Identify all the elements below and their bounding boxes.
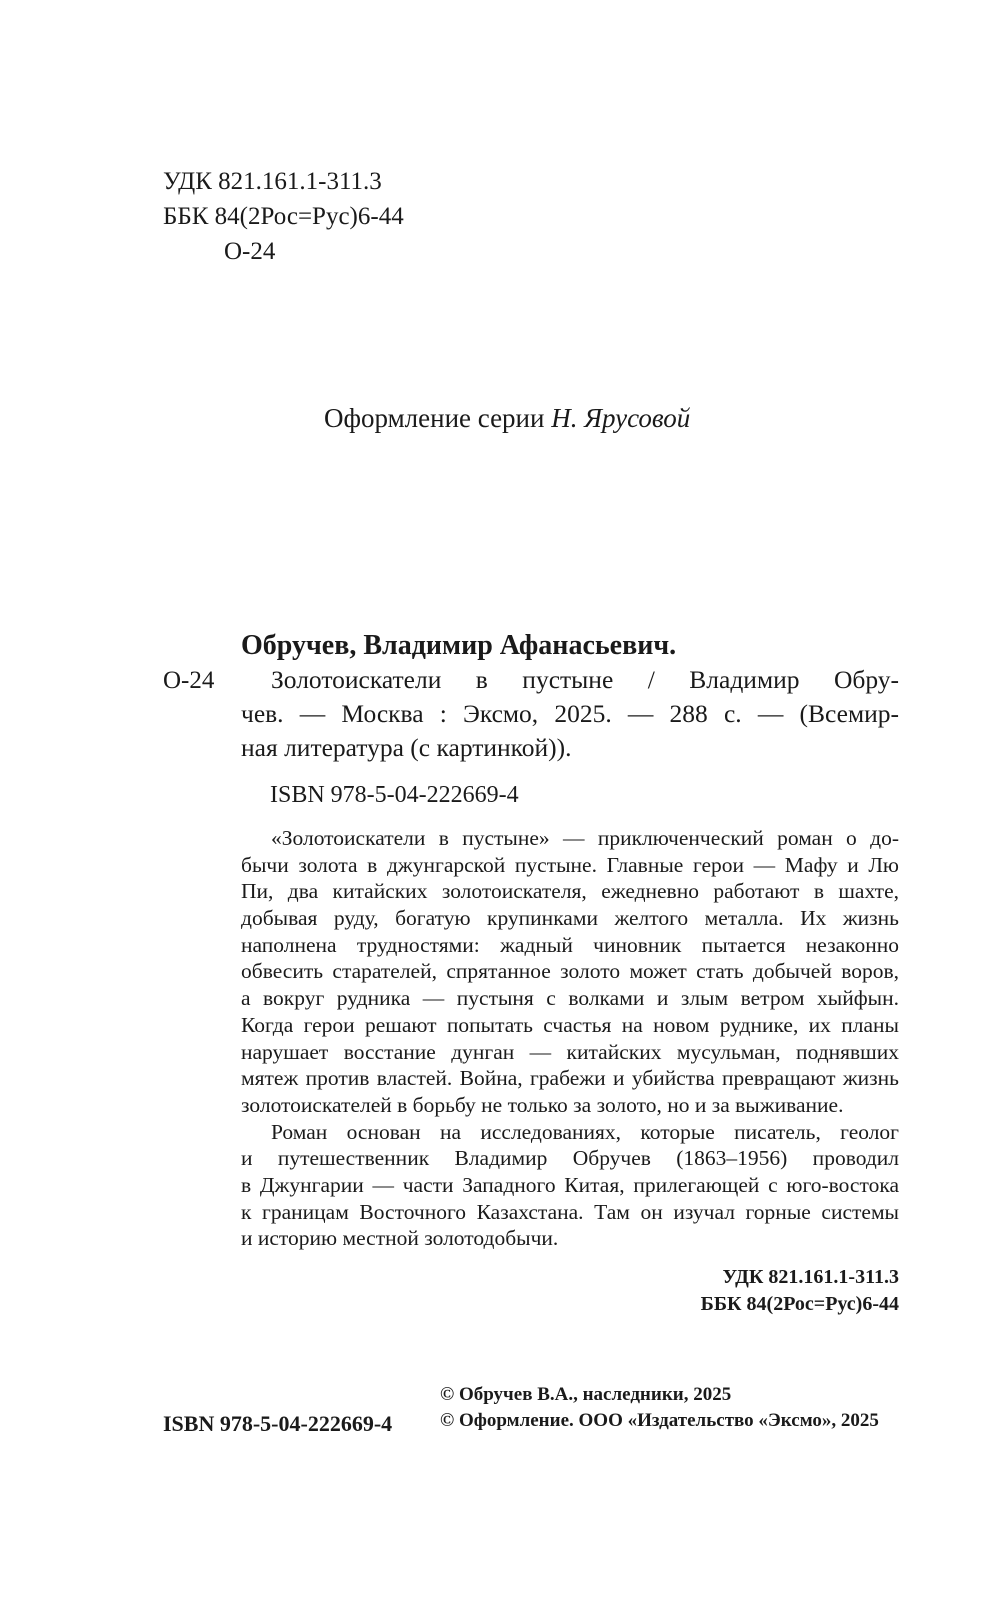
udk-code-bottom: УДК 821.161.1-311.3 [722, 1266, 899, 1288]
copyright-author: © Обручев В.А., наследники, 2025 [440, 1384, 732, 1405]
author-mark-top: О-24 [224, 238, 276, 265]
bbk-code-bottom: ББК 84(2Рос=Рус)6-44 [700, 1293, 899, 1315]
record-line: чев. — Москва : Эксмо, 2025. — 288 с. — (Всемир- [241, 699, 899, 728]
annotation-line: и историю местной золотодобычи. [241, 1226, 559, 1251]
series-design-label: Оформление серии [324, 403, 545, 433]
annotation [241, 825, 899, 1252]
annotation-line: мятеж против властей. Война, грабежи и убийства превращают жизнь [241, 1066, 899, 1091]
annotation-line: Роман основан на исследованиях, которые писатель, геолог [271, 1119, 899, 1144]
annotation-line: «Золотоискатели в пустыне» — приключенческий роман о до- [271, 826, 899, 850]
udk-code-top: УДК 821.161.1-311.3 [163, 168, 382, 195]
annotation-line: Пи, два китайских золотоискателя, ежедневно работают в шахте, [241, 879, 899, 904]
copyright-design: © Оформление. ООО «Издательство «Эксмо», 2025 [440, 1410, 879, 1431]
annotation-line: бычи золота в джунгарской пустыне. Главные герои — Мафу и Лю [241, 852, 899, 877]
annotation-line: в Джунгарии — части Западного Китая, прилегающей с юго-востока [241, 1172, 899, 1197]
annotation-line: добывая руду, богатую крупинками желтого металла. Их жизнь [241, 906, 899, 931]
annotation-line: нарушает восстание дунган — китайских мусульман, поднявших [241, 1039, 899, 1064]
bibliographic-record [241, 663, 899, 765]
series-designer-name: Н. Ярусовой [551, 403, 691, 433]
annotation-line: к границам Восточного Казахстана. Там он изучал горные системы [241, 1199, 899, 1224]
isbn-footer: ISBN 978-5-04-222669-4 [163, 1411, 393, 1436]
record-line: Золотоискатели в пустыне / Владимир Обру- [271, 665, 899, 694]
annotation-line: наполнена трудностями: жадный чиновник пытается незаконно [241, 932, 899, 957]
annotation-line: Когда герои решают попытать счастья на новом руднике, их планы [241, 1012, 899, 1037]
series-design-credit [324, 400, 690, 436]
annotation-line: а вокруг рудника — пустыня с волками и злым ветром хыйфын. [241, 986, 899, 1011]
author-mark-side: О-24 [163, 667, 215, 694]
annotation-line: обвесить старателей, спрятанное золото может стать добычей воров, [241, 959, 899, 984]
record-line: ная литература (с картинкой)). [241, 733, 572, 762]
annotation-line: золотоискателей в борьбу не только за золото, но и за выживание. [241, 1092, 844, 1117]
isbn-record: ISBN 978-5-04-222669-4 [270, 782, 519, 808]
author-heading: Обручев, Владимир Афанасьевич. [241, 630, 677, 661]
bbk-code-top: ББК 84(2Рос=Рус)6-44 [163, 203, 404, 230]
annotation-line: и путешественник Владимир Обручев (1863–1956) проводил [241, 1146, 899, 1171]
